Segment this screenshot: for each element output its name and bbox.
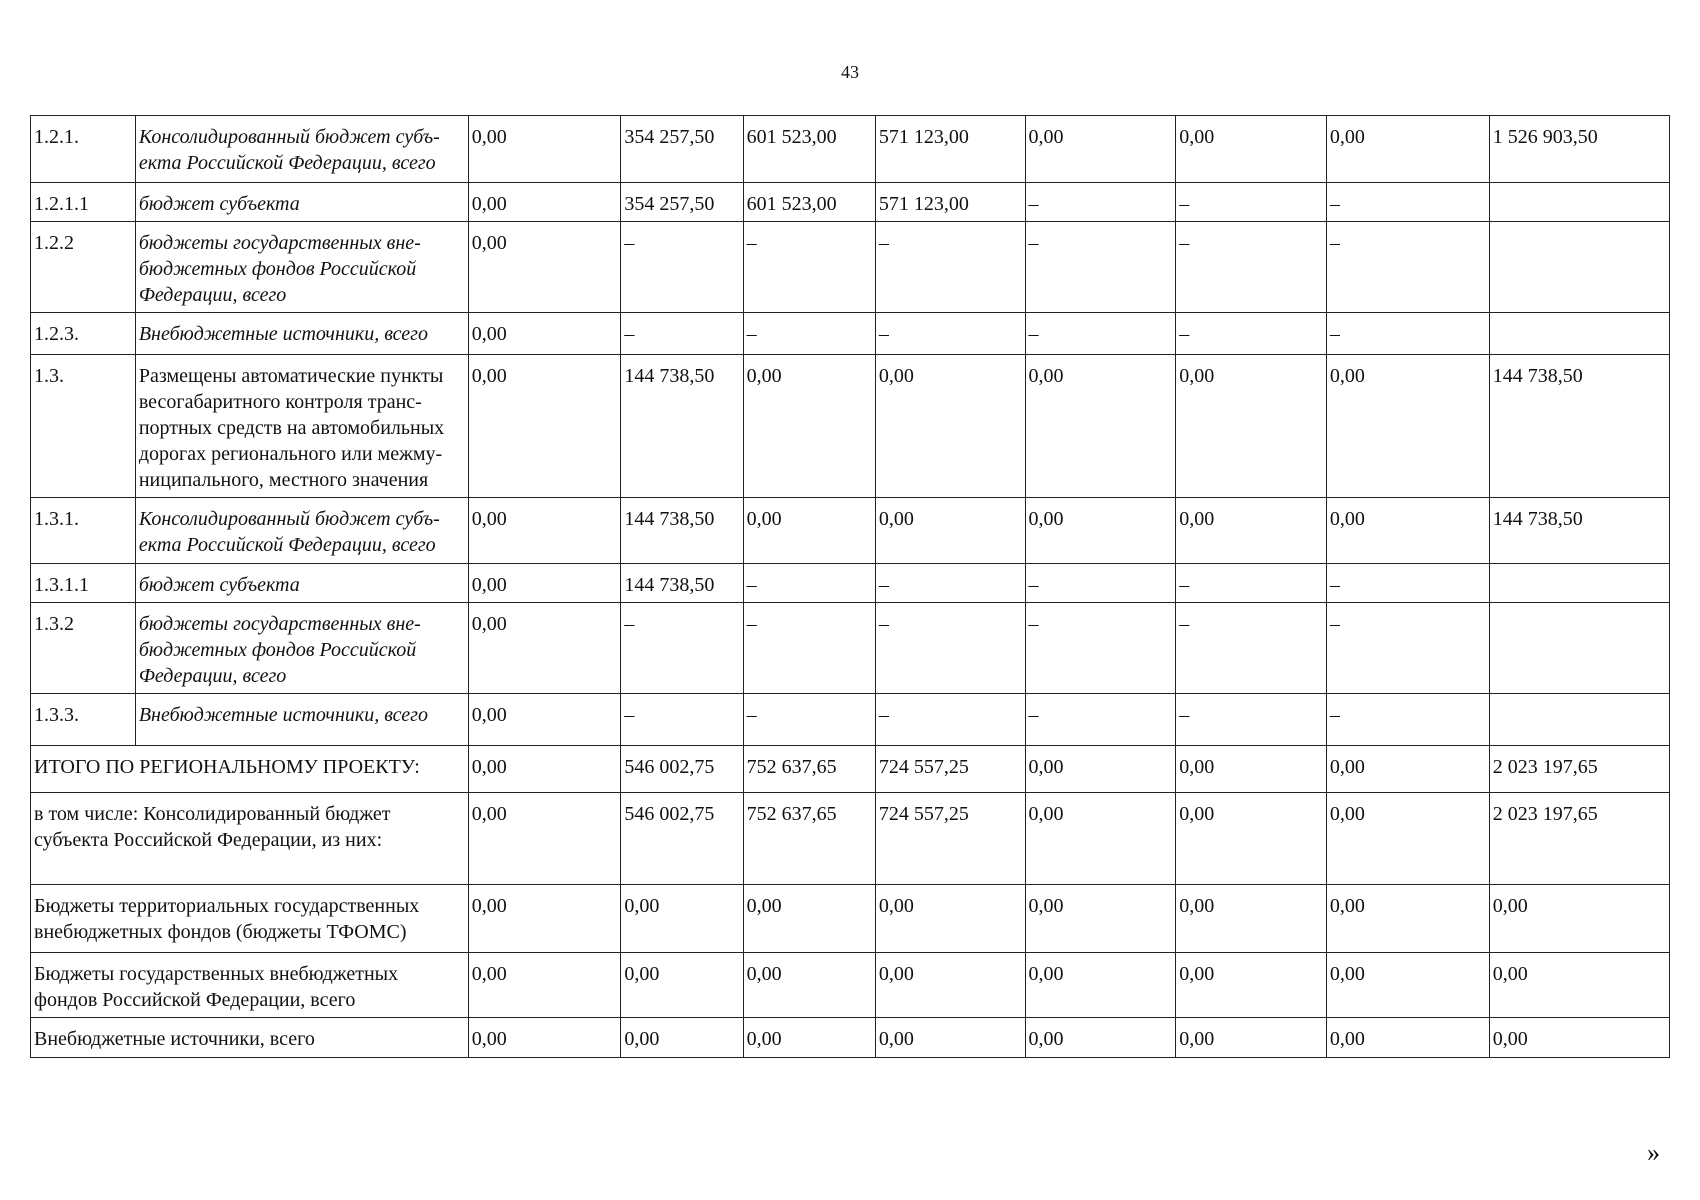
value-cell: 0,00 <box>468 564 621 603</box>
value-cell: 0,00 <box>468 116 621 183</box>
table-row <box>31 183 1670 222</box>
value-cell: – <box>1025 603 1176 694</box>
value-cell: – <box>1176 313 1327 355</box>
value-cell: 144 738,50 <box>1489 498 1669 564</box>
value-cell: 0,00 <box>1176 1018 1327 1058</box>
value-cell: – <box>1326 183 1489 222</box>
total-label: в том числе: Консолидированный бюджет субъекта Российской Федерации, из них: <box>31 793 469 885</box>
row-name: Консолидированный бюджет субъ-екта Российской Федерации, всего <box>135 116 468 183</box>
value-cell: 144 738,50 <box>621 498 743 564</box>
value-cell: – <box>621 694 743 746</box>
value-cell: 0,00 <box>875 885 1025 953</box>
value-cell: 0,00 <box>743 885 875 953</box>
value-cell: – <box>1025 313 1176 355</box>
value-cell: 354 257,50 <box>621 183 743 222</box>
value-cell: 0,00 <box>1025 746 1176 793</box>
value-cell: – <box>743 313 875 355</box>
value-cell: – <box>1025 183 1176 222</box>
value-cell: – <box>743 222 875 313</box>
value-cell <box>1489 183 1669 222</box>
value-cell <box>1489 603 1669 694</box>
row-number: 1.3. <box>31 355 136 498</box>
row-name: Консолидированный бюджет субъ-екта Российской Федерации, всего <box>135 498 468 564</box>
budget-table <box>30 115 1670 1058</box>
value-cell: 0,00 <box>1176 498 1327 564</box>
row-name: бюджеты государственных вне-бюджетных фондов Российской Федерации, всего <box>135 222 468 313</box>
value-cell: 0,00 <box>1489 885 1669 953</box>
total-row <box>31 793 1670 885</box>
value-cell: 0,00 <box>743 953 875 1018</box>
value-cell: 0,00 <box>743 498 875 564</box>
value-cell: 571 123,00 <box>875 116 1025 183</box>
value-cell: – <box>1326 222 1489 313</box>
page-number: 43 <box>841 62 859 82</box>
table-row <box>31 116 1670 183</box>
value-cell: 0,00 <box>1025 355 1176 498</box>
value-cell: 0,00 <box>743 355 875 498</box>
table-row <box>31 694 1670 746</box>
table-row <box>31 313 1670 355</box>
value-cell: 144 738,50 <box>621 355 743 498</box>
row-number: 1.3.3. <box>31 694 136 746</box>
total-label: Бюджеты территориальных государственных внебюджетных фондов (бюджеты ТФОМС) <box>31 885 469 953</box>
total-row <box>31 1018 1670 1058</box>
value-cell: 0,00 <box>1326 1018 1489 1058</box>
total-label: Бюджеты государственных внебюджетных фондов Российской Федерации, всего <box>31 953 469 1018</box>
value-cell: 0,00 <box>1326 885 1489 953</box>
value-cell: 601 523,00 <box>743 116 875 183</box>
value-cell: – <box>621 222 743 313</box>
value-cell: 752 637,65 <box>743 746 875 793</box>
value-cell: – <box>1176 694 1327 746</box>
value-cell: 724 557,25 <box>875 793 1025 885</box>
value-cell <box>1489 313 1669 355</box>
value-cell: – <box>621 313 743 355</box>
value-cell: 0,00 <box>1326 498 1489 564</box>
value-cell: 0,00 <box>621 1018 743 1058</box>
value-cell: 0,00 <box>1489 953 1669 1018</box>
value-cell: 0,00 <box>468 793 621 885</box>
value-cell: – <box>1176 564 1327 603</box>
value-cell: 0,00 <box>468 694 621 746</box>
value-cell: 2 023 197,65 <box>1489 746 1669 793</box>
table-row <box>31 498 1670 564</box>
value-cell: – <box>1025 564 1176 603</box>
value-cell: 0,00 <box>1326 953 1489 1018</box>
value-cell: 0,00 <box>1025 498 1176 564</box>
total-row <box>31 746 1670 793</box>
value-cell: – <box>1326 564 1489 603</box>
value-cell: – <box>875 564 1025 603</box>
total-row <box>31 885 1670 953</box>
row-name: бюджет субъекта <box>135 183 468 222</box>
value-cell: – <box>1176 603 1327 694</box>
value-cell: – <box>1025 694 1176 746</box>
table-row <box>31 564 1670 603</box>
row-number: 1.2.1. <box>31 116 136 183</box>
value-cell: 0,00 <box>468 355 621 498</box>
value-cell: 0,00 <box>1326 355 1489 498</box>
row-name: Размещены автоматические пункты весогабаритного контроля транс-портных средств на автомобильных дорогах регионального или межму-ниципального, местного значения <box>135 355 468 498</box>
value-cell: 0,00 <box>1176 953 1327 1018</box>
value-cell: – <box>743 564 875 603</box>
value-cell: 0,00 <box>1176 746 1327 793</box>
value-cell: 0,00 <box>1489 1018 1669 1058</box>
value-cell: – <box>743 603 875 694</box>
value-cell: 0,00 <box>1326 116 1489 183</box>
total-row <box>31 953 1670 1018</box>
budget-table-body <box>31 116 1670 1058</box>
value-cell <box>1489 564 1669 603</box>
value-cell: 0,00 <box>621 885 743 953</box>
row-number: 1.3.1. <box>31 498 136 564</box>
value-cell: 354 257,50 <box>621 116 743 183</box>
value-cell: 0,00 <box>468 498 621 564</box>
value-cell: 0,00 <box>1326 793 1489 885</box>
value-cell: 0,00 <box>468 746 621 793</box>
value-cell: – <box>1176 183 1327 222</box>
value-cell: 0,00 <box>468 1018 621 1058</box>
value-cell: 0,00 <box>468 222 621 313</box>
row-name: Внебюджетные источники, всего <box>135 313 468 355</box>
value-cell: – <box>1025 222 1176 313</box>
value-cell: 0,00 <box>1025 953 1176 1018</box>
row-number: 1.2.1.1 <box>31 183 136 222</box>
value-cell: 0,00 <box>1176 355 1327 498</box>
value-cell: 724 557,25 <box>875 746 1025 793</box>
value-cell: 0,00 <box>468 313 621 355</box>
row-name: бюджет субъекта <box>135 564 468 603</box>
value-cell: 0,00 <box>1025 793 1176 885</box>
value-cell <box>1489 694 1669 746</box>
value-cell: – <box>1326 694 1489 746</box>
value-cell: 571 123,00 <box>875 183 1025 222</box>
value-cell: – <box>875 222 1025 313</box>
row-number: 1.3.2 <box>31 603 136 694</box>
value-cell: 546 002,75 <box>621 793 743 885</box>
value-cell: 0,00 <box>1025 885 1176 953</box>
value-cell: 144 738,50 <box>621 564 743 603</box>
value-cell: – <box>875 694 1025 746</box>
row-number: 1.2.3. <box>31 313 136 355</box>
row-number: 1.2.2 <box>31 222 136 313</box>
value-cell: – <box>743 694 875 746</box>
value-cell: 752 637,65 <box>743 793 875 885</box>
value-cell: 144 738,50 <box>1489 355 1669 498</box>
value-cell: – <box>1176 222 1327 313</box>
value-cell: 0,00 <box>468 953 621 1018</box>
row-name: Внебюджетные источники, всего <box>135 694 468 746</box>
continuation-mark: » <box>1647 1138 1660 1167</box>
value-cell: – <box>875 603 1025 694</box>
table-row <box>31 222 1670 313</box>
value-cell: 0,00 <box>468 183 621 222</box>
total-label: ИТОГО ПО РЕГИОНАЛЬНОМУ ПРОЕКТУ: <box>31 746 469 793</box>
value-cell: 0,00 <box>1176 116 1327 183</box>
value-cell: 0,00 <box>468 603 621 694</box>
value-cell: 0,00 <box>621 953 743 1018</box>
table-row <box>31 355 1670 498</box>
value-cell: 0,00 <box>1326 746 1489 793</box>
value-cell: – <box>1326 313 1489 355</box>
value-cell: 0,00 <box>875 1018 1025 1058</box>
row-number: 1.3.1.1 <box>31 564 136 603</box>
value-cell: 2 023 197,65 <box>1489 793 1669 885</box>
value-cell: 0,00 <box>1176 793 1327 885</box>
value-cell: 0,00 <box>743 1018 875 1058</box>
value-cell: 546 002,75 <box>621 746 743 793</box>
value-cell: 0,00 <box>468 885 621 953</box>
value-cell: – <box>621 603 743 694</box>
value-cell: – <box>875 313 1025 355</box>
value-cell: 0,00 <box>1025 116 1176 183</box>
value-cell: 0,00 <box>1176 885 1327 953</box>
value-cell: 601 523,00 <box>743 183 875 222</box>
total-label: Внебюджетные источники, всего <box>31 1018 469 1058</box>
value-cell: 0,00 <box>875 355 1025 498</box>
value-cell: – <box>1326 603 1489 694</box>
value-cell <box>1489 222 1669 313</box>
value-cell: 0,00 <box>875 953 1025 1018</box>
value-cell: 0,00 <box>875 498 1025 564</box>
row-name: бюджеты государственных вне-бюджетных фондов Российской Федерации, всего <box>135 603 468 694</box>
table-row <box>31 603 1670 694</box>
value-cell: 1 526 903,50 <box>1489 116 1669 183</box>
value-cell: 0,00 <box>1025 1018 1176 1058</box>
